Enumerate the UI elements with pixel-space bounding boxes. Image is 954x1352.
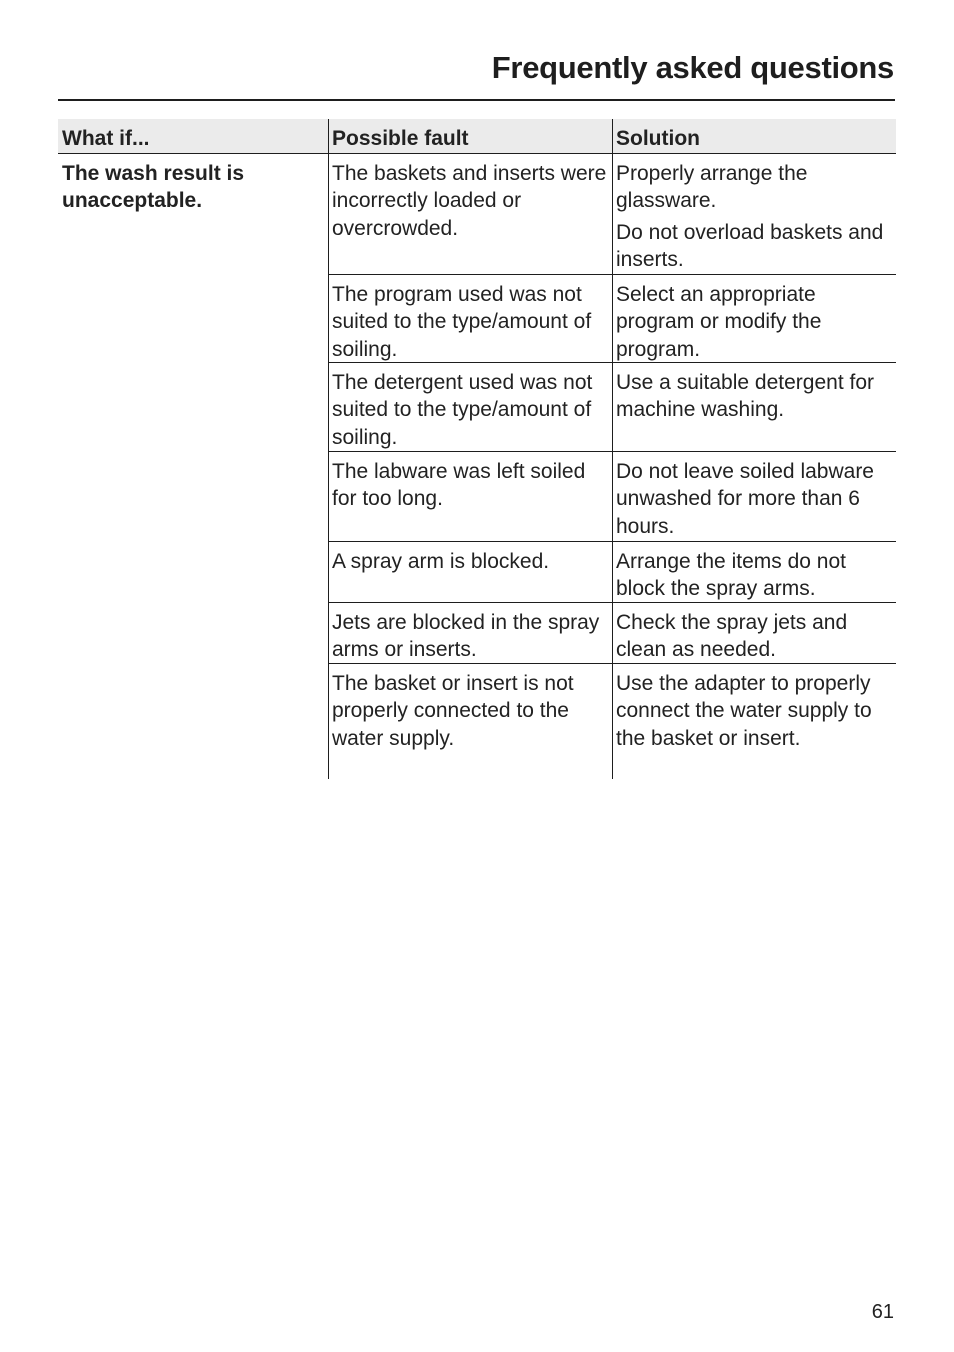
table-row xyxy=(328,603,896,664)
table-body xyxy=(58,154,896,779)
solution-cell xyxy=(612,664,896,779)
fault-list xyxy=(328,154,896,779)
fault-cell: Jets are blocked in the spray arms or inserts. xyxy=(328,603,612,663)
fault-cell: A spray arm is blocked. xyxy=(328,542,612,602)
solution-cell xyxy=(612,275,896,362)
header-possible-fault: Possible fault xyxy=(328,119,612,153)
table-row xyxy=(328,664,896,779)
solution-text: Use the adapter to properly connect the water supply to the basket or insert. xyxy=(616,672,872,750)
solution-cell xyxy=(612,542,896,602)
header-what-if: What if... xyxy=(62,127,150,150)
table-row xyxy=(328,363,896,452)
solution-cell xyxy=(612,452,896,541)
solution-cell xyxy=(612,154,896,274)
fault-cell: The labware was left soiled for too long. xyxy=(328,452,612,541)
fault-cell: The baskets and inserts were incorrectly loaded or overcrowded. xyxy=(328,154,612,274)
solution-text: Do not leave soiled labware unwashed for more than 6 hours. xyxy=(616,460,874,538)
table-row xyxy=(328,452,896,542)
fault-cell: The basket or insert is not properly connected to the water supply. xyxy=(328,664,612,779)
table-row xyxy=(328,542,896,603)
solution-text: Arrange the items do not block the spray arms. xyxy=(616,550,846,601)
question-cell: The wash result is unacceptable. xyxy=(62,162,245,213)
faq-table xyxy=(58,119,896,779)
header-solution: Solution xyxy=(612,119,896,153)
solution-cell xyxy=(612,603,896,663)
fault-cell: The detergent used was not suited to the type/amount of soiling. xyxy=(328,363,612,451)
solution-text: Properly arrange the glassware. xyxy=(616,162,808,213)
solution-text: Select an appropriate program or modify the program. xyxy=(616,283,822,361)
page-title: Frequently asked questions xyxy=(491,50,894,85)
table-header-row xyxy=(58,119,896,154)
table-row xyxy=(328,154,896,275)
solution-text: Use a suitable detergent for machine washing. xyxy=(616,371,874,422)
solution-text: Do not overload baskets and inserts. xyxy=(616,220,884,271)
solution-cell xyxy=(612,363,896,451)
table-row xyxy=(328,275,896,363)
solution-text: Check the spray jets and clean as needed. xyxy=(616,611,848,662)
title-divider xyxy=(58,99,895,101)
page-number: 61 xyxy=(871,1301,894,1323)
fault-cell: The program used was not suited to the type/amount of soiling. xyxy=(328,275,612,362)
